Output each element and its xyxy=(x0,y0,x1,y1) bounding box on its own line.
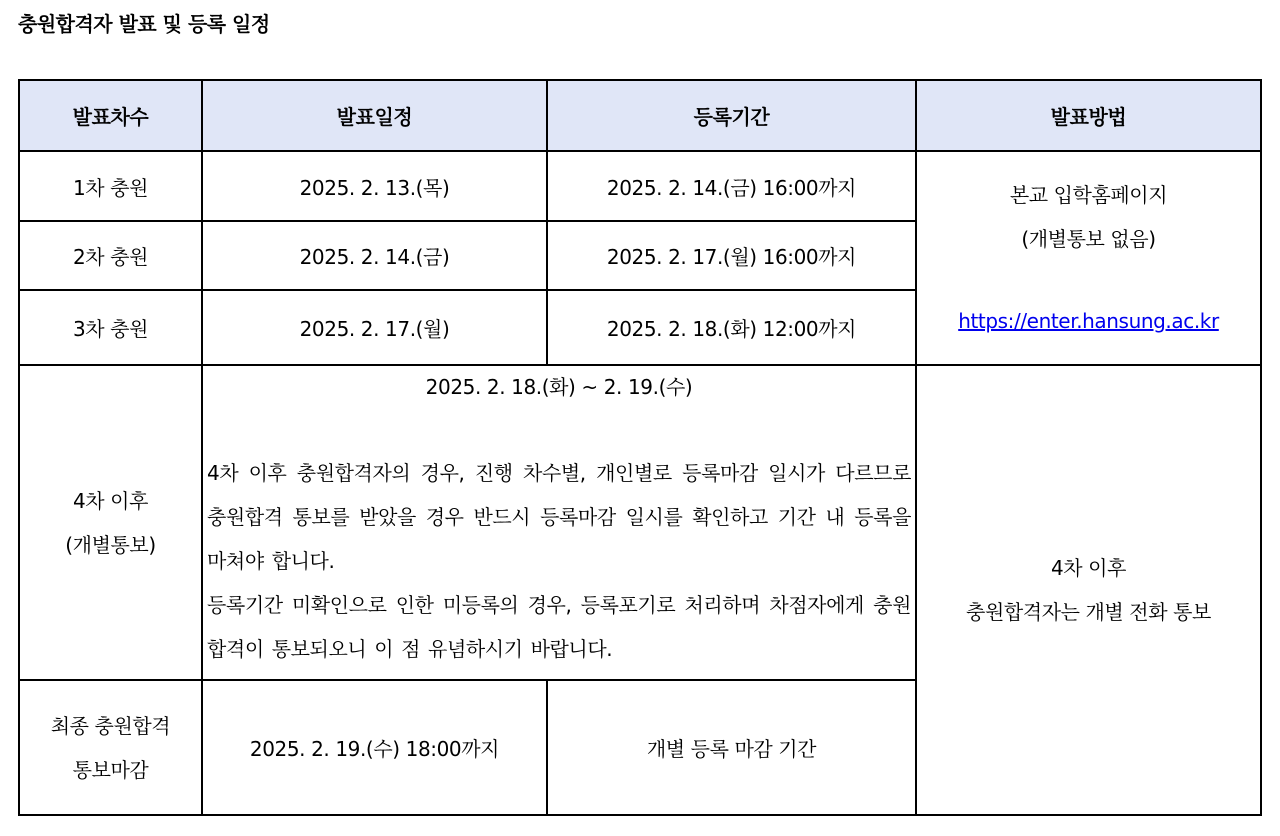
register-cell: 2025. 2. 18.(화) 12:00까지 xyxy=(547,290,916,365)
header-method: 발표방법 xyxy=(916,80,1261,151)
register-cell: 2025. 2. 17.(월) 16:00까지 xyxy=(547,221,916,290)
table-row xyxy=(19,365,1261,680)
schedule-table xyxy=(18,79,1262,816)
notice-paragraph-2: 등록기간 미확인으로 인한 미등록의 경우, 등록포기로 처리하며 차점자에게 충원합격이 통보되오니 이 점 유념하시기 바랍니다. xyxy=(207,592,911,661)
round-cell-final xyxy=(19,680,202,815)
announce-cell: 2025. 2. 19.(수) 18:00까지 xyxy=(202,680,547,815)
announce-cell: 2025. 2. 14.(금) xyxy=(202,221,547,290)
round-4-date: 2025. 2. 18.(화) ~ 2. 19.(수) xyxy=(425,374,693,399)
method-homepage-text: 본교 입학홈페이지 xyxy=(1009,183,1168,207)
method-phone-line1: 4차 이후 xyxy=(1050,556,1127,580)
announce-cell: 2025. 2. 13.(목) xyxy=(202,151,547,221)
final-sublabel: 통보마감 xyxy=(72,757,149,782)
register-cell: 개별 등록 마감 기간 xyxy=(547,680,916,815)
round-4-label: 4차 이후 xyxy=(72,488,149,513)
method-no-notice-text: (개별통보 없음) xyxy=(1021,227,1156,251)
admission-homepage-link[interactable]: https://enter.hansung.ac.kr xyxy=(958,309,1219,333)
header-round: 발표차수 xyxy=(19,80,202,151)
method-phone-line2: 충원합격자는 개별 전화 통보 xyxy=(966,600,1211,624)
table-row xyxy=(19,151,1261,221)
notice-cell xyxy=(202,365,916,680)
announce-cell: 2025. 2. 17.(월) xyxy=(202,290,547,365)
round-4-sublabel: (개별통보) xyxy=(65,532,156,557)
header-announce-date: 발표일정 xyxy=(202,80,547,151)
method-cell-homepage xyxy=(916,151,1261,365)
round-cell: 1차 충원 xyxy=(19,151,202,221)
final-label: 최종 충원합격 xyxy=(50,713,171,738)
register-cell: 2025. 2. 14.(금) 16:00까지 xyxy=(547,151,916,221)
method-cell-phone xyxy=(916,365,1261,815)
header-row xyxy=(19,80,1261,151)
round-cell: 2차 충원 xyxy=(19,221,202,290)
round-cell: 3차 충원 xyxy=(19,290,202,365)
round-cell-4th xyxy=(19,365,202,680)
notice-paragraph-1: 4차 이후 충원합격자의 경우, 진행 차수별, 개인별로 등록마감 일시가 다르므로 충원합격 통보를 받았을 경우 반드시 등록마감 일시를 확인하고 기간 내 등록을 마쳐야 합니다. xyxy=(207,460,911,573)
page-title: 충원합격자 발표 및 등록 일정 xyxy=(18,12,270,36)
header-register-period: 등록기간 xyxy=(547,80,916,151)
